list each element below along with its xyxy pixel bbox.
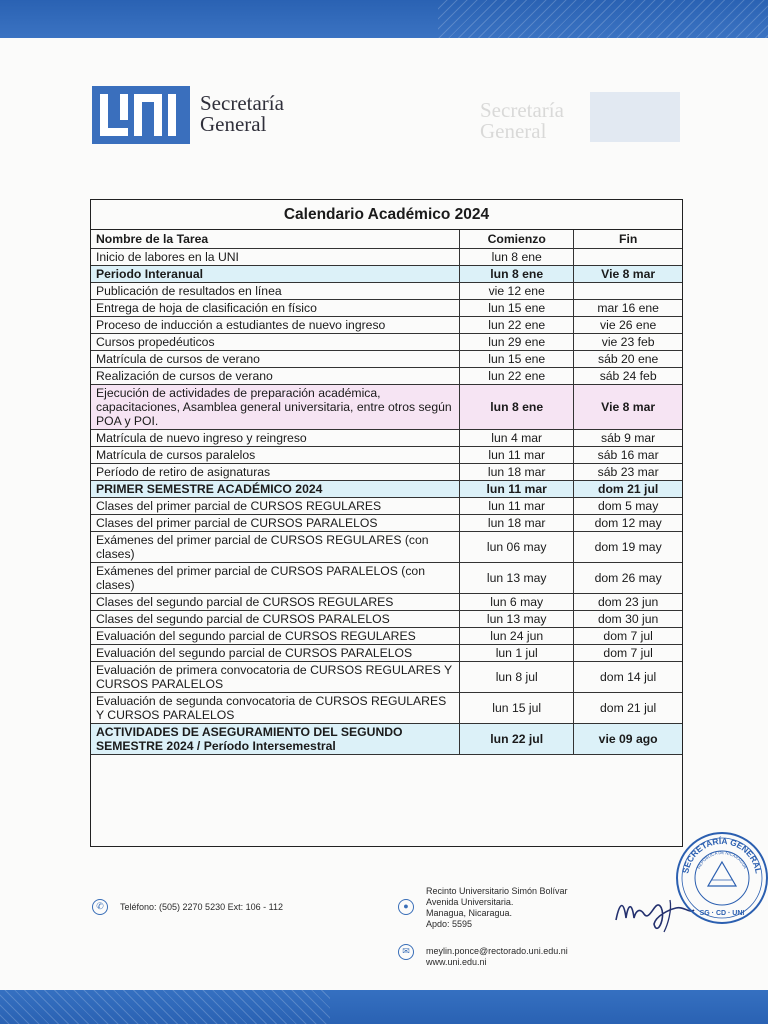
task-name-cell: Matrícula de nuevo ingreso y reingreso — [91, 430, 460, 447]
header-row — [91, 230, 682, 249]
start-date-cell: lun 11 mar — [460, 447, 574, 464]
uni-logo — [92, 86, 190, 144]
calendar-row — [91, 594, 682, 611]
task-name-cell: Publicación de resultados en línea — [91, 283, 460, 300]
bleed-through-org-name — [480, 100, 564, 142]
end-date-cell — [574, 249, 682, 266]
column-header-start: Comienzo — [460, 230, 574, 249]
svg-text:REPÚBLICA DE NICARAGUA: REPÚBLICA DE NICARAGUA — [696, 849, 748, 870]
ghost-line-1: Secretaría — [480, 98, 564, 122]
end-date-cell: dom 21 jul — [574, 481, 682, 498]
footer-web[interactable]: www.uni.edu.ni — [426, 957, 487, 967]
calendar-row — [91, 628, 682, 645]
address-line: Apdo: 5595 — [426, 919, 473, 929]
calendar-row — [91, 249, 682, 266]
calendar-row — [91, 645, 682, 662]
end-date-cell — [574, 283, 682, 300]
end-date-cell: dom 26 may — [574, 563, 682, 594]
address-line: Recinto Universitario Simón Bolívar — [426, 886, 568, 896]
start-date-cell: lun 13 may — [460, 611, 574, 628]
calendar-row — [91, 317, 682, 334]
top-band-pattern — [438, 0, 768, 38]
calendar-row — [91, 515, 682, 532]
end-date-cell: sáb 23 mar — [574, 464, 682, 481]
address-line: Managua, Nicaragua. — [426, 908, 513, 918]
start-date-cell: lun 18 mar — [460, 464, 574, 481]
end-date-cell: sáb 9 mar — [574, 430, 682, 447]
start-date-cell: lun 8 ene — [460, 249, 574, 266]
task-name-cell: Cursos propedéuticos — [91, 334, 460, 351]
task-name-cell: PRIMER SEMESTRE ACADÉMICO 2024 — [91, 481, 460, 498]
end-date-cell: Vie 8 mar — [574, 385, 682, 430]
calendar-row — [91, 368, 682, 385]
calendar-row — [91, 351, 682, 368]
start-date-cell: lun 8 ene — [460, 266, 574, 283]
end-date-cell: Vie 8 mar — [574, 266, 682, 283]
end-date-cell: mar 16 ene — [574, 300, 682, 317]
official-seal-stamp — [674, 830, 768, 926]
task-name-cell: Período de retiro de asignaturas — [91, 464, 460, 481]
task-name-cell: ACTIVIDADES DE ASEGURAMIENTO DEL SEGUNDO SEMESTRE 2024 / Período Intersemestral — [91, 724, 460, 755]
end-date-cell: dom 7 jul — [574, 645, 682, 662]
address-line: Avenida Universitaria. — [426, 897, 514, 907]
svg-text:SECRETARÍA GENERAL: SECRETARÍA GENERAL — [680, 835, 764, 875]
start-date-cell: lun 11 mar — [460, 498, 574, 515]
calendar-row — [91, 447, 682, 464]
task-name-cell: Clases del segundo parcial de CURSOS REGULARES — [91, 594, 460, 611]
task-name-cell: Evaluación de primera convocatoria de CURSOS REGULARES Y CURSOS PARALELOS — [91, 662, 460, 693]
calendar-row — [91, 266, 682, 283]
start-date-cell: lun 06 may — [460, 532, 574, 563]
footer-email[interactable]: meylin.ponce@rectorado.uni.edu.ni — [426, 946, 568, 956]
task-name-cell: Evaluación de segunda convocatoria de CURSOS REGULARES Y CURSOS PARALELOS — [91, 693, 460, 724]
start-date-cell: lun 6 may — [460, 594, 574, 611]
start-date-cell: lun 4 mar — [460, 430, 574, 447]
end-date-cell: dom 21 jul — [574, 693, 682, 724]
end-date-cell: vie 09 ago — [574, 724, 682, 755]
end-date-cell: dom 12 may — [574, 515, 682, 532]
start-date-cell: lun 15 ene — [460, 351, 574, 368]
end-date-cell: sáb 20 ene — [574, 351, 682, 368]
calendar-row — [91, 693, 682, 724]
location-pin-icon: ● — [398, 899, 414, 915]
start-date-cell: lun 29 ene — [460, 334, 574, 351]
calendar-row — [91, 662, 682, 693]
start-date-cell: lun 18 mar — [460, 515, 574, 532]
ghost-line-2: General — [480, 119, 547, 143]
start-date-cell: vie 12 ene — [460, 283, 574, 300]
start-date-cell: lun 15 jul — [460, 693, 574, 724]
calendar-row — [91, 430, 682, 447]
calendar-table — [91, 230, 682, 755]
end-date-cell: vie 23 feb — [574, 334, 682, 351]
task-name-cell: Clases del primer parcial de CURSOS REGULARES — [91, 498, 460, 515]
footer-address — [426, 886, 568, 930]
start-date-cell: lun 24 jun — [460, 628, 574, 645]
task-name-cell: Ejecución de actividades de preparación académica, capacitaciones, Asamblea general universitaria, entre otros según POA y POI. — [91, 385, 460, 430]
start-date-cell: lun 22 jul — [460, 724, 574, 755]
start-date-cell: lun 8 jul — [460, 662, 574, 693]
calendar-body — [91, 249, 682, 755]
task-name-cell: Matrícula de cursos paralelos — [91, 447, 460, 464]
calendar-row — [91, 611, 682, 628]
end-date-cell: dom 30 jun — [574, 611, 682, 628]
calendar-row — [91, 498, 682, 515]
task-name-cell: Clases del primer parcial de CURSOS PARALELOS — [91, 515, 460, 532]
calendar-row — [91, 385, 682, 430]
task-name-cell: Proceso de inducción a estudiantes de nuevo ingreso — [91, 317, 460, 334]
task-name-cell: Entrega de hoja de clasificación en físico — [91, 300, 460, 317]
bottom-band-pattern — [0, 990, 330, 1024]
start-date-cell: lun 22 ene — [460, 317, 574, 334]
start-date-cell: lun 13 may — [460, 563, 574, 594]
end-date-cell: dom 23 jun — [574, 594, 682, 611]
end-date-cell: dom 7 jul — [574, 628, 682, 645]
calendar-row — [91, 300, 682, 317]
task-name-cell: Realización de cursos de verano — [91, 368, 460, 385]
column-header-end: Fin — [574, 230, 682, 249]
start-date-cell: lun 11 mar — [460, 481, 574, 498]
task-name-cell: Matrícula de cursos de verano — [91, 351, 460, 368]
task-name-cell: Exámenes del primer parcial de CURSOS PARALELOS (con clases) — [91, 563, 460, 594]
footer-contact — [426, 946, 568, 968]
bottom-decorative-band — [0, 990, 768, 1024]
calendar-row — [91, 283, 682, 300]
task-name-cell: Evaluación del segundo parcial de CURSOS PARALELOS — [91, 645, 460, 662]
academic-calendar — [90, 199, 683, 847]
org-name-line-2: General — [200, 112, 267, 136]
end-date-cell: dom 14 jul — [574, 662, 682, 693]
end-date-cell: sáb 16 mar — [574, 447, 682, 464]
start-date-cell: lun 15 ene — [460, 300, 574, 317]
calendar-row — [91, 563, 682, 594]
end-date-cell: vie 26 ene — [574, 317, 682, 334]
svg-text:SG · CD · UNI: SG · CD · UNI — [699, 910, 745, 917]
org-name — [200, 93, 284, 135]
calendar-row — [91, 464, 682, 481]
task-name-cell: Exámenes del primer parcial de CURSOS REGULARES (con clases) — [91, 532, 460, 563]
task-name-cell: Clases del segundo parcial de CURSOS PARALELOS — [91, 611, 460, 628]
start-date-cell: lun 22 ene — [460, 368, 574, 385]
task-name-cell: Inicio de labores en la UNI — [91, 249, 460, 266]
calendar-row — [91, 532, 682, 563]
footer-phone: Teléfono: (505) 2270 5230 Ext: 106 - 112 — [120, 902, 283, 912]
org-name-line-1: Secretaría — [200, 91, 284, 115]
task-name-cell: Periodo Interanual — [91, 266, 460, 283]
calendar-row — [91, 481, 682, 498]
column-header-task: Nombre de la Tarea — [91, 230, 460, 249]
start-date-cell: lun 1 jul — [460, 645, 574, 662]
end-date-cell: sáb 24 feb — [574, 368, 682, 385]
end-date-cell: dom 19 may — [574, 532, 682, 563]
phone-icon: ✆ — [92, 899, 108, 915]
email-icon: ✉ — [398, 944, 414, 960]
start-date-cell: lun 8 ene — [460, 385, 574, 430]
calendar-row — [91, 334, 682, 351]
top-decorative-band — [0, 0, 768, 38]
calendar-title: Calendario Académico 2024 — [91, 200, 682, 230]
end-date-cell: dom 5 may — [574, 498, 682, 515]
task-name-cell: Evaluación del segundo parcial de CURSOS REGULARES — [91, 628, 460, 645]
calendar-row — [91, 724, 682, 755]
